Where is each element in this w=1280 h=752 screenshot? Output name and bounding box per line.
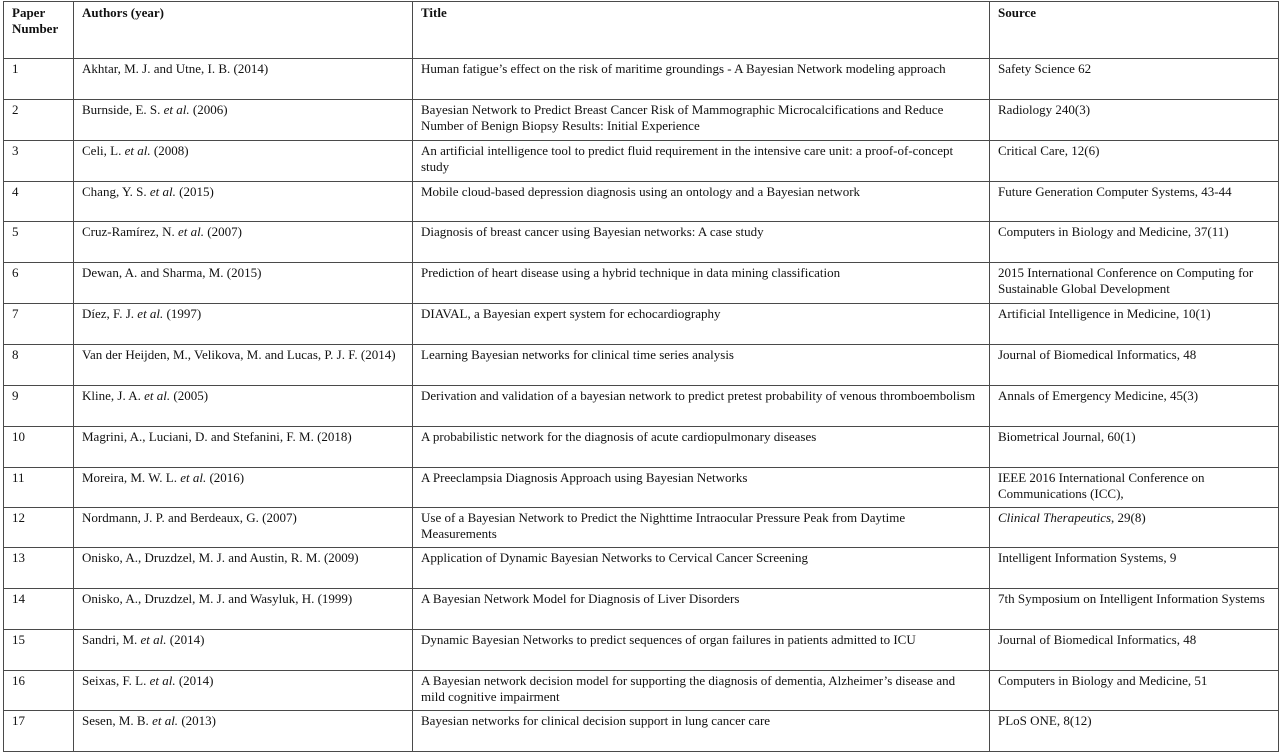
authors-cell: Sesen, M. B. et al. (2013) xyxy=(74,711,413,752)
authors-cell: Nordmann, J. P. and Berdeaux, G. (2007) xyxy=(74,508,413,548)
authors-cell: Seixas, F. L. et al. (2014) xyxy=(74,671,413,711)
header-authors-year: Authors (year) xyxy=(74,2,413,59)
header-row xyxy=(4,2,1279,59)
paper-number-cell: 11 xyxy=(4,468,74,508)
source-cell: Computers in Biology and Medicine, 51 xyxy=(990,671,1279,711)
table-row xyxy=(4,589,1279,630)
source-cell: PLoS ONE, 8(12) xyxy=(990,711,1279,752)
title-cell: An artificial intelligence tool to predict fluid requirement in the intensive care unit: a proof-of-concept study xyxy=(413,141,990,182)
paper-number-cell: 15 xyxy=(4,630,74,671)
authors-cell: Díez, F. J. et al. (1997) xyxy=(74,304,413,345)
title-cell: Mobile cloud-based depression diagnosis using an ontology and a Bayesian network xyxy=(413,182,990,222)
title-cell: A probabilistic network for the diagnosis of acute cardiopulmonary diseases xyxy=(413,427,990,468)
authors-cell: Van der Heijden, M., Velikova, M. and Lucas, P. J. F. (2014) xyxy=(74,345,413,386)
paper-number-cell: 17 xyxy=(4,711,74,752)
paper-number-cell: 10 xyxy=(4,427,74,468)
authors-cell: Kline, J. A. et al. (2005) xyxy=(74,386,413,427)
table-row xyxy=(4,345,1279,386)
authors-cell: Cruz-Ramírez, N. et al. (2007) xyxy=(74,222,413,263)
paper-number-cell: 7 xyxy=(4,304,74,345)
table-row xyxy=(4,386,1279,427)
paper-number-cell: 14 xyxy=(4,589,74,630)
paper-number-cell: 13 xyxy=(4,548,74,589)
source-cell: 7th Symposium on Intelligent Information Systems xyxy=(990,589,1279,630)
authors-cell: Burnside, E. S. et al. (2006) xyxy=(74,100,413,141)
paper-number-cell: 5 xyxy=(4,222,74,263)
table-row xyxy=(4,263,1279,304)
table-row xyxy=(4,548,1279,589)
authors-cell: Akhtar, M. J. and Utne, I. B. (2014) xyxy=(74,59,413,100)
authors-cell: Moreira, M. W. L. et al. (2016) xyxy=(74,468,413,508)
source-cell: Critical Care, 12(6) xyxy=(990,141,1279,182)
table-header xyxy=(4,2,1279,59)
table-body xyxy=(4,59,1279,752)
authors-cell: Chang, Y. S. et al. (2015) xyxy=(74,182,413,222)
table-row xyxy=(4,100,1279,141)
title-cell: Dynamic Bayesian Networks to predict sequences of organ failures in patients admitted to ICU xyxy=(413,630,990,671)
table-row xyxy=(4,630,1279,671)
authors-cell: Sandri, M. et al. (2014) xyxy=(74,630,413,671)
table-row xyxy=(4,222,1279,263)
papers-table xyxy=(3,1,1279,752)
authors-cell: Magrini, A., Luciani, D. and Stefanini, F. M. (2018) xyxy=(74,427,413,468)
source-cell: Journal of Biomedical Informatics, 48 xyxy=(990,630,1279,671)
title-cell: Diagnosis of breast cancer using Bayesian networks: A case study xyxy=(413,222,990,263)
paper-number-cell: 6 xyxy=(4,263,74,304)
title-cell: Human fatigue’s effect on the risk of maritime groundings - A Bayesian Network modeling approach xyxy=(413,59,990,100)
source-cell: Safety Science 62 xyxy=(990,59,1279,100)
source-cell: Journal of Biomedical Informatics, 48 xyxy=(990,345,1279,386)
source-cell: IEEE 2016 International Conference on Communications (ICC), xyxy=(990,468,1279,508)
table-row xyxy=(4,468,1279,508)
table-row xyxy=(4,671,1279,711)
title-cell: Application of Dynamic Bayesian Networks to Cervical Cancer Screening xyxy=(413,548,990,589)
source-cell: Computers in Biology and Medicine, 37(11) xyxy=(990,222,1279,263)
title-cell: Use of a Bayesian Network to Predict the Nighttime Intraocular Pressure Peak from Daytime Measurements xyxy=(413,508,990,548)
authors-cell: Onisko, A., Druzdzel, M. J. and Austin, R. M. (2009) xyxy=(74,548,413,589)
authors-cell: Celi, L. et al. (2008) xyxy=(74,141,413,182)
header-title: Title xyxy=(413,2,990,59)
title-cell: Learning Bayesian networks for clinical time series analysis xyxy=(413,345,990,386)
source-cell: Clinical Therapeutics, 29(8) xyxy=(990,508,1279,548)
table-row xyxy=(4,182,1279,222)
title-cell: A Bayesian network decision model for supporting the diagnosis of dementia, Alzheimer’s disease and mild cognitive impairment xyxy=(413,671,990,711)
paper-number-cell: 3 xyxy=(4,141,74,182)
source-cell: Artificial Intelligence in Medicine, 10(1) xyxy=(990,304,1279,345)
paper-number-cell: 9 xyxy=(4,386,74,427)
authors-cell: Dewan, A. and Sharma, M. (2015) xyxy=(74,263,413,304)
authors-cell: Onisko, A., Druzdzel, M. J. and Wasyluk, H. (1999) xyxy=(74,589,413,630)
paper-number-cell: 12 xyxy=(4,508,74,548)
table-row xyxy=(4,59,1279,100)
title-cell: A Preeclampsia Diagnosis Approach using Bayesian Networks xyxy=(413,468,990,508)
table-row xyxy=(4,141,1279,182)
title-cell: Derivation and validation of a bayesian network to predict pretest probability of venous thromboembolism xyxy=(413,386,990,427)
title-cell: Bayesian networks for clinical decision support in lung cancer care xyxy=(413,711,990,752)
table-row xyxy=(4,304,1279,345)
table-row xyxy=(4,508,1279,548)
source-cell: Biometrical Journal, 60(1) xyxy=(990,427,1279,468)
paper-number-cell: 4 xyxy=(4,182,74,222)
title-cell: Bayesian Network to Predict Breast Cancer Risk of Mammographic Microcalcifications and Reduce Number of Benign Biopsy Results: Initial Experience xyxy=(413,100,990,141)
source-cell: 2015 International Conference on Computing for Sustainable Global Development xyxy=(990,263,1279,304)
source-cell: Future Generation Computer Systems, 43-44 xyxy=(990,182,1279,222)
paper-number-cell: 16 xyxy=(4,671,74,711)
header-source: Source xyxy=(990,2,1279,59)
paper-number-cell: 2 xyxy=(4,100,74,141)
source-cell: Annals of Emergency Medicine, 45(3) xyxy=(990,386,1279,427)
title-cell: A Bayesian Network Model for Diagnosis of Liver Disorders xyxy=(413,589,990,630)
table-row xyxy=(4,711,1279,752)
source-cell: Intelligent Information Systems, 9 xyxy=(990,548,1279,589)
title-cell: DIAVAL, a Bayesian expert system for echocardiography xyxy=(413,304,990,345)
header-paper-number: Paper Number xyxy=(4,2,74,59)
table-row xyxy=(4,427,1279,468)
source-cell: Radiology 240(3) xyxy=(990,100,1279,141)
paper-number-cell: 8 xyxy=(4,345,74,386)
paper-number-cell: 1 xyxy=(4,59,74,100)
title-cell: Prediction of heart disease using a hybrid technique in data mining classification xyxy=(413,263,990,304)
